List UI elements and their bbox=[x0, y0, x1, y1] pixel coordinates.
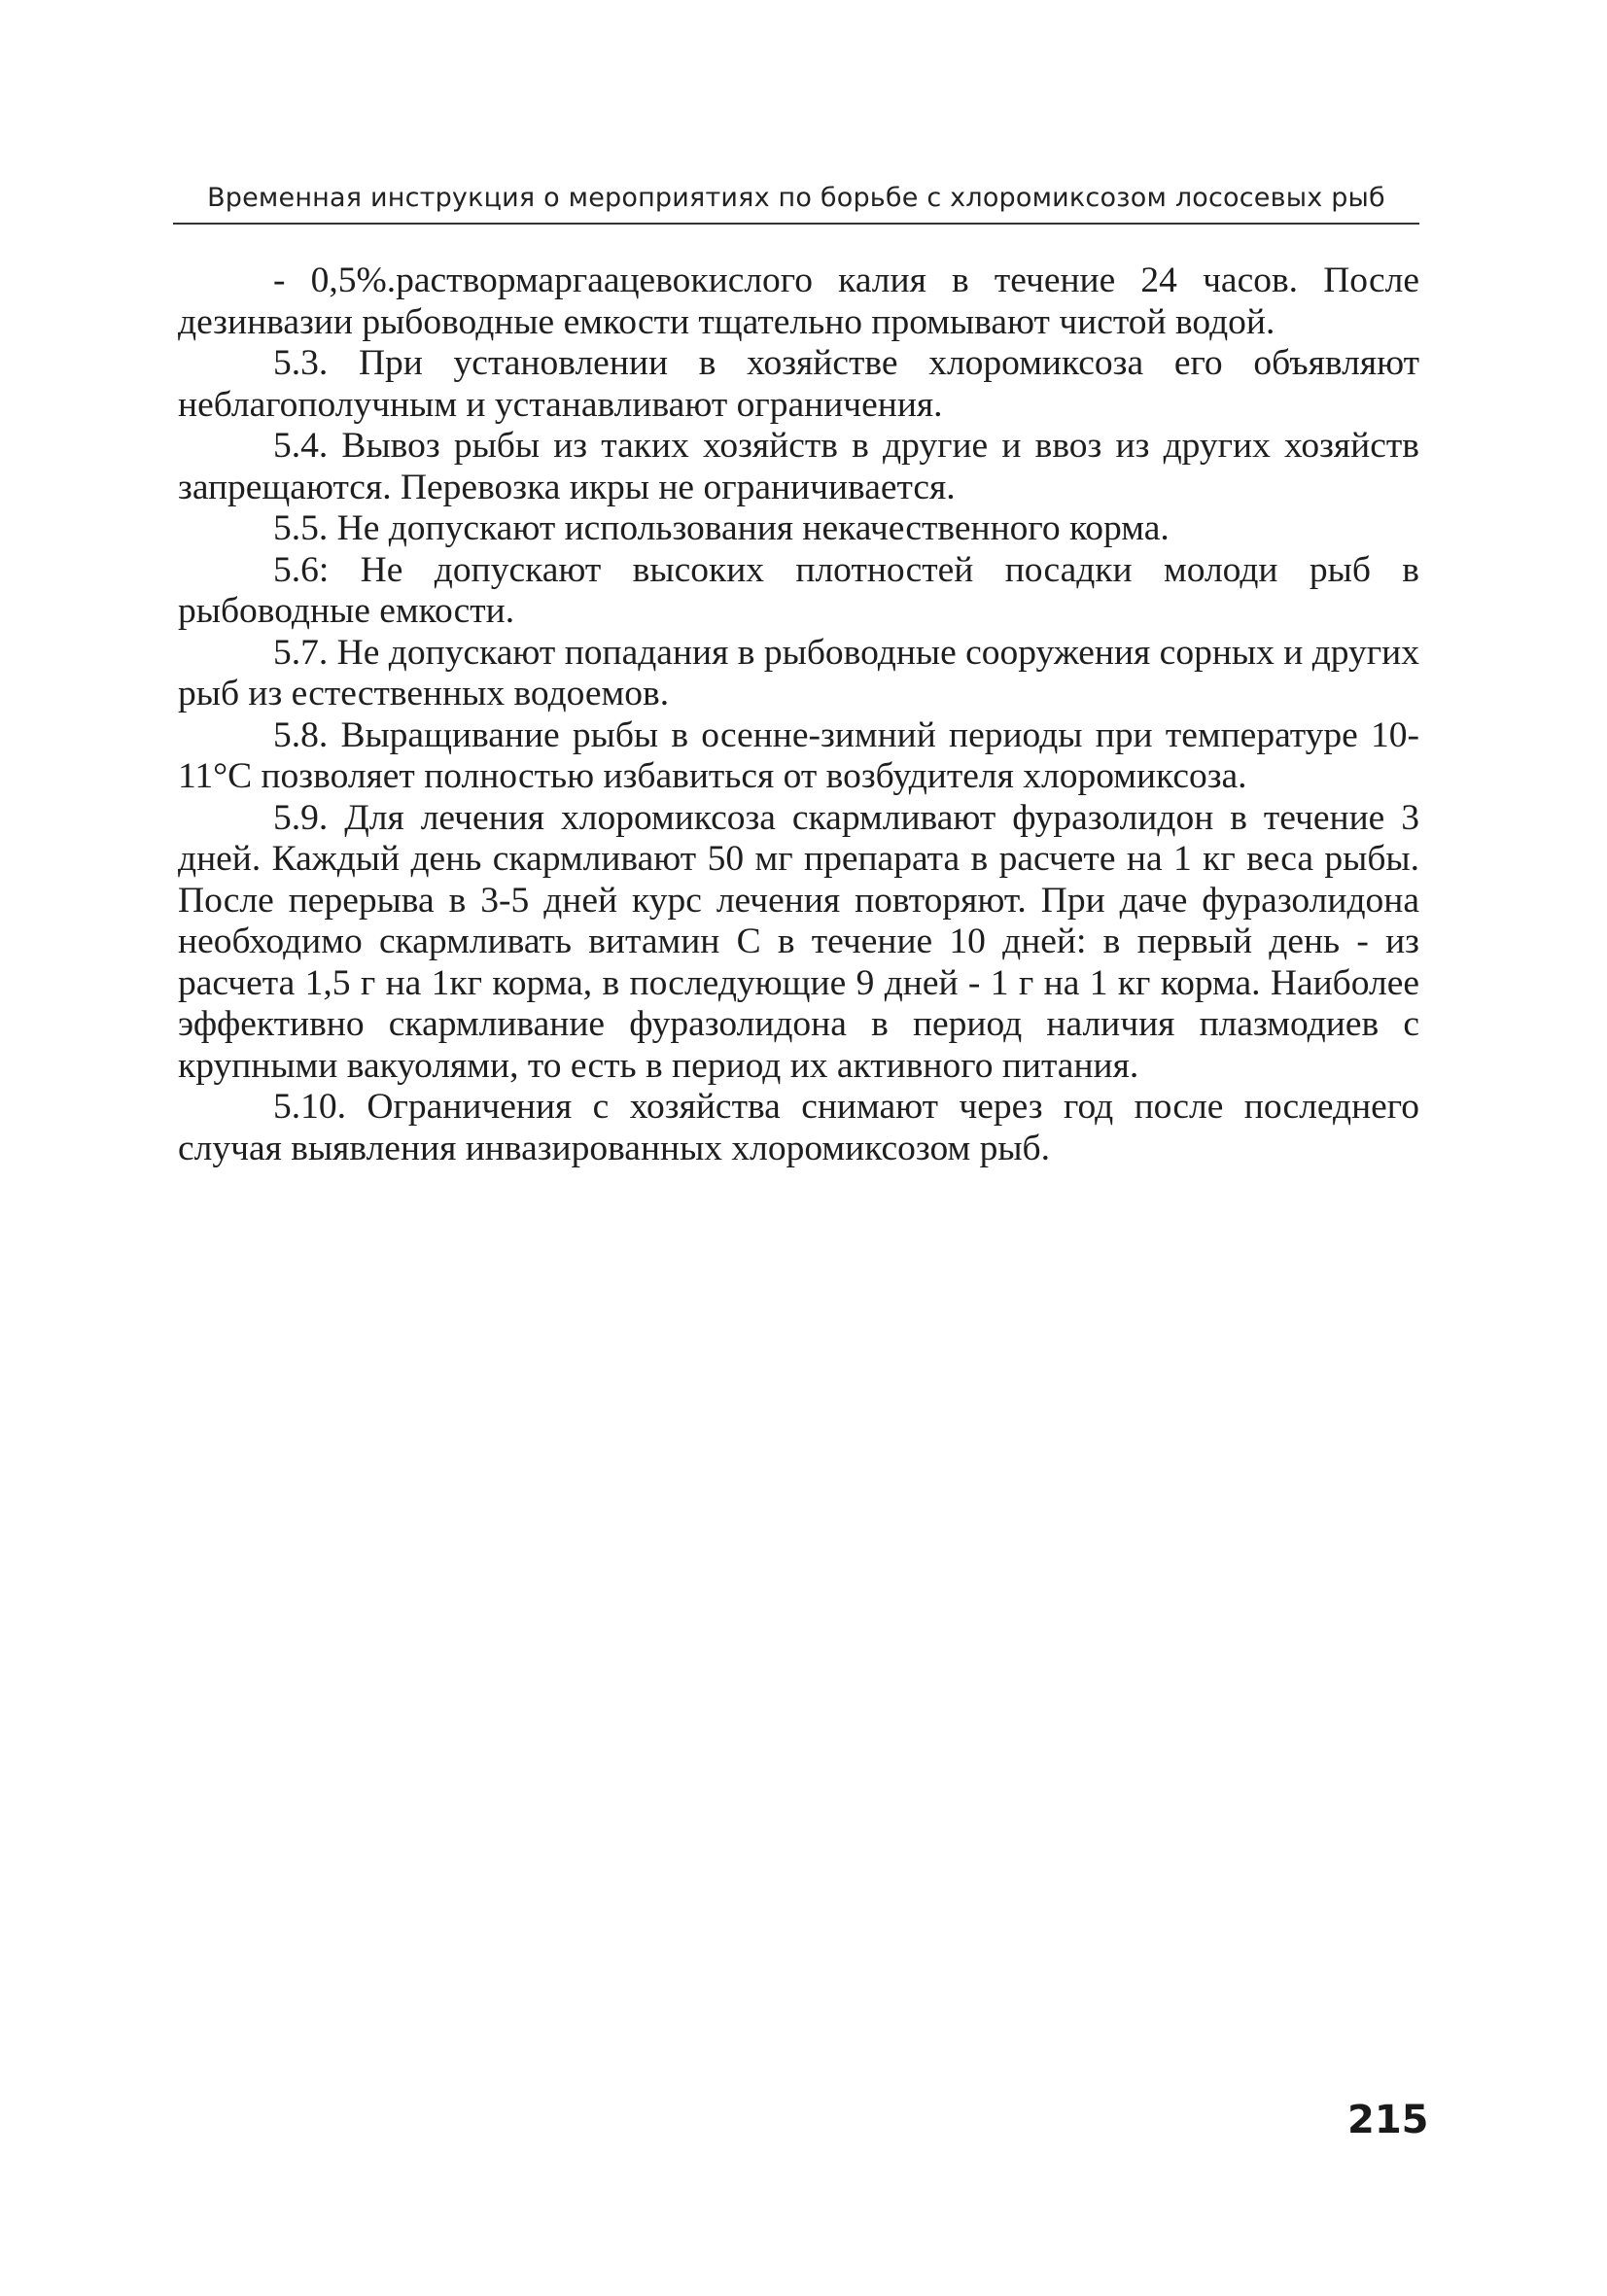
page-number: 215 bbox=[1347, 2098, 1429, 2142]
paragraph-5-4: 5.4. Вывоз рыбы из таких хозяйств в другие и ввоз из других хозяйств запрещаются. Перевозка икры не ограничивается. bbox=[178, 426, 1419, 507]
paragraph-5-3: 5.3. При установлении в хозяйстве хлоромиксоза его объявляют неблагополучным и устанавливают ограничения. bbox=[178, 343, 1419, 425]
body-text bbox=[178, 261, 1419, 1169]
paragraph-5-10: 5.10. Ограничения с хозяйства снимают через год после последнего случая выявления инвазированных хлоромиксозом рыб. bbox=[178, 1087, 1419, 1168]
paragraph-5-7: 5.7. Не допускают попадания в рыбоводные сооружения сорных и других рыб из естественных водоемов. bbox=[178, 632, 1419, 713]
paragraph-5-5: 5.5. Не допускают использования некачественного корма. bbox=[273, 508, 1170, 548]
paragraph-5-6: 5.6: Не допускают высоких плотностей посадки молоди рыб в рыбоводные емкости. bbox=[178, 549, 1419, 631]
paragraph-disinfection-continued: - 0,5%.раствормаргаацевокислого калия в течение 24 часов. После дезинвазии рыбоводные емкости тщательно промывают чистой водой. bbox=[178, 261, 1419, 342]
paragraph-5-9: 5.9. Для лечения хлоромиксоза скармливают фуразолидон в течение 3 дней. Каждый день скармливают 50 мг препарата в расчете на 1 кг веса рыбы. После перерыва в 3-5 дней курс лечения повторяют. При даче фуразолидона необходимо скармливать витамин С в течение 10 дней: в первый день - из расчета 1,5 г на 1кг корма, в последующие 9 дней - 1 г на 1 кг корма. Наиболее эффективно скармливание фуразолидона в период наличия плазмодиев с крупными вакуолями, то есть в период их активного питания. bbox=[178, 797, 1419, 1086]
running-header: Временная инструкция о мероприятиях по борьбе с хлоромиксозом лососевых рыб bbox=[173, 183, 1419, 225]
paragraph-5-8: 5.8. Выращивание рыбы в осенне-зимний периоды при температуре 10-11°С позволяет полностью избавиться от возбудителя хлоромиксоза. bbox=[178, 714, 1419, 796]
